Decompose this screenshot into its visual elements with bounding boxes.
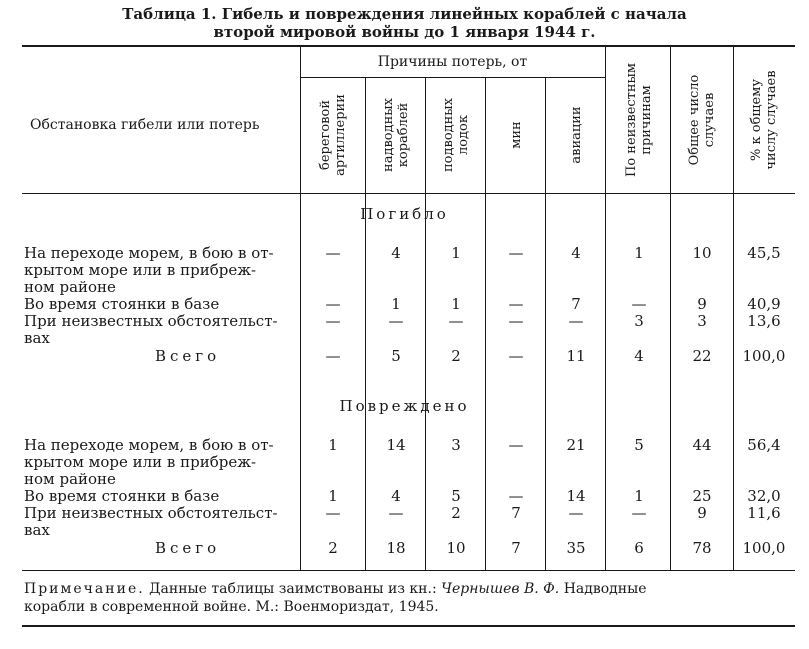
column-divider [300, 47, 301, 570]
table-cell: 5 [634, 436, 644, 454]
table-cell: 1 [451, 244, 461, 262]
total-cell: — [508, 347, 524, 365]
table-cell: — [631, 295, 647, 313]
section-title: Погибло [360, 205, 449, 223]
header-rule [22, 193, 795, 194]
table-cell: 13,6 [747, 312, 781, 330]
column-header-line: случаев [702, 92, 717, 148]
row-label: На переходе морем, в бою в от- [24, 436, 274, 454]
note-text-1: Данные таблицы заимствованы из кн.: [149, 581, 437, 597]
column-header [381, 80, 411, 190]
total-cell: 7 [511, 539, 521, 557]
table-cell: 10 [692, 244, 712, 262]
total-cell: 6 [634, 539, 644, 557]
table-cell: 14 [386, 436, 406, 454]
table-cell: — [508, 436, 524, 454]
table-cell: 5 [451, 487, 461, 505]
table-bottom-rule [22, 570, 795, 571]
row-label: крытом море или в прибреж- [24, 453, 257, 471]
total-cell: 4 [634, 347, 644, 365]
column-header [569, 80, 584, 190]
note-label: Примечание. [24, 581, 145, 597]
section-title: Повреждено [339, 397, 470, 415]
column-header-line: Общее число [687, 74, 702, 166]
row-label: вах [24, 521, 50, 539]
table-cell: 14 [566, 487, 586, 505]
column-header-line: артиллерии [333, 94, 348, 176]
table-cell: 11,6 [747, 504, 781, 522]
table-cell: 25 [692, 487, 712, 505]
total-cell: 100,0 [742, 539, 786, 557]
column-header-line: надводных [381, 98, 396, 172]
table-note [24, 580, 647, 598]
table-cell: 1 [328, 436, 338, 454]
table-cell: — [508, 244, 524, 262]
row-label: вах [24, 329, 50, 347]
total-label: Всего [155, 539, 221, 557]
table-cell: 7 [511, 504, 521, 522]
total-cell: 35 [566, 539, 586, 557]
row-label: ном районе [24, 470, 116, 488]
group-header: Причины потерь, от [377, 54, 528, 70]
table-cell: 3 [697, 312, 707, 330]
column-header-line: лодок [456, 114, 471, 156]
column-header-line: причинам [639, 85, 654, 155]
table-cell: 40,9 [747, 295, 781, 313]
table-cell: 2 [451, 504, 461, 522]
table-cell: — [568, 504, 584, 522]
table-cell: 9 [697, 295, 707, 313]
table-cell: 1 [634, 487, 644, 505]
table-cell: 3 [634, 312, 644, 330]
table-cell: 4 [571, 244, 581, 262]
table-cell: 45,5 [747, 244, 781, 262]
table-cell: — [325, 244, 341, 262]
column-header-line: По неизвестным [624, 62, 639, 178]
table-cell: 1 [451, 295, 461, 313]
table-cell: 9 [697, 504, 707, 522]
column-header-line: кораблей [396, 102, 411, 168]
table-cell: 1 [634, 244, 644, 262]
top-rule [22, 45, 795, 47]
total-cell: 5 [391, 347, 401, 365]
row-label: ном районе [24, 278, 116, 296]
table-title-line-1: Таблица 1. Гибель и повреждения линейных кораблей с начала [122, 5, 687, 23]
column-header-line: подводных [441, 98, 456, 172]
table-cell: 21 [566, 436, 586, 454]
table-cell: — [388, 312, 404, 330]
row-label: Во время стоянки в базе [24, 295, 220, 313]
stub-header: Обстановка гибели или потерь [30, 117, 260, 133]
total-cell: 22 [692, 347, 712, 365]
row-label: Во время стоянки в базе [24, 487, 220, 505]
column-header [749, 50, 779, 190]
table-cell: — [388, 504, 404, 522]
column-divider [670, 47, 671, 570]
row-label: При неизвестных обстоятельст- [24, 312, 278, 330]
group-header-rule [300, 77, 605, 78]
row-label: крытом море или в прибреж- [24, 261, 257, 279]
column-header [509, 80, 524, 190]
table-cell: 3 [451, 436, 461, 454]
note-line-2: корабли в современной войне. М.: Военмориздат, 1945. [24, 599, 439, 615]
column-header [441, 80, 471, 190]
table-cell: 7 [571, 295, 581, 313]
total-cell: 78 [692, 539, 712, 557]
total-cell: 100,0 [742, 347, 786, 365]
column-header-line: авиации [568, 106, 584, 164]
table-cell: — [448, 312, 464, 330]
table-cell: 56,4 [747, 436, 781, 454]
total-cell: 18 [386, 539, 406, 557]
total-cell: 2 [451, 347, 461, 365]
table-cell: 1 [391, 295, 401, 313]
total-label: Всего [155, 347, 221, 365]
table-cell: — [325, 295, 341, 313]
table-cell: 4 [391, 487, 401, 505]
column-header-line: % к общему [749, 79, 764, 161]
table-cell: — [508, 487, 524, 505]
note-author: Чернышев В. Ф. [441, 581, 560, 597]
table-cell: 32,0 [747, 487, 781, 505]
column-header [318, 80, 348, 190]
row-label: При неизвестных обстоятельст- [24, 504, 278, 522]
table-cell: — [508, 312, 524, 330]
table-cell: — [325, 312, 341, 330]
total-cell: 11 [566, 347, 586, 365]
row-label: На переходе морем, в бою в от- [24, 244, 274, 262]
table-cell: — [325, 504, 341, 522]
table-cell: 4 [391, 244, 401, 262]
column-header-line: мин [508, 121, 524, 149]
table-title-line-2: второй мировой войны до 1 января 1944 г. [213, 23, 596, 41]
column-header [687, 50, 717, 190]
page-bottom-rule [22, 625, 795, 627]
table-cell: — [508, 295, 524, 313]
table-cell: 1 [328, 487, 338, 505]
total-cell: 2 [328, 539, 338, 557]
column-header-line: береговой [318, 100, 333, 170]
total-cell: 10 [446, 539, 466, 557]
table-cell: — [568, 312, 584, 330]
note-text-2: Надводные [563, 581, 647, 597]
table-cell: — [631, 504, 647, 522]
table-cell: 44 [692, 436, 712, 454]
column-header [624, 50, 654, 190]
total-cell: — [325, 347, 341, 365]
column-header-line: числу случаев [764, 70, 779, 170]
